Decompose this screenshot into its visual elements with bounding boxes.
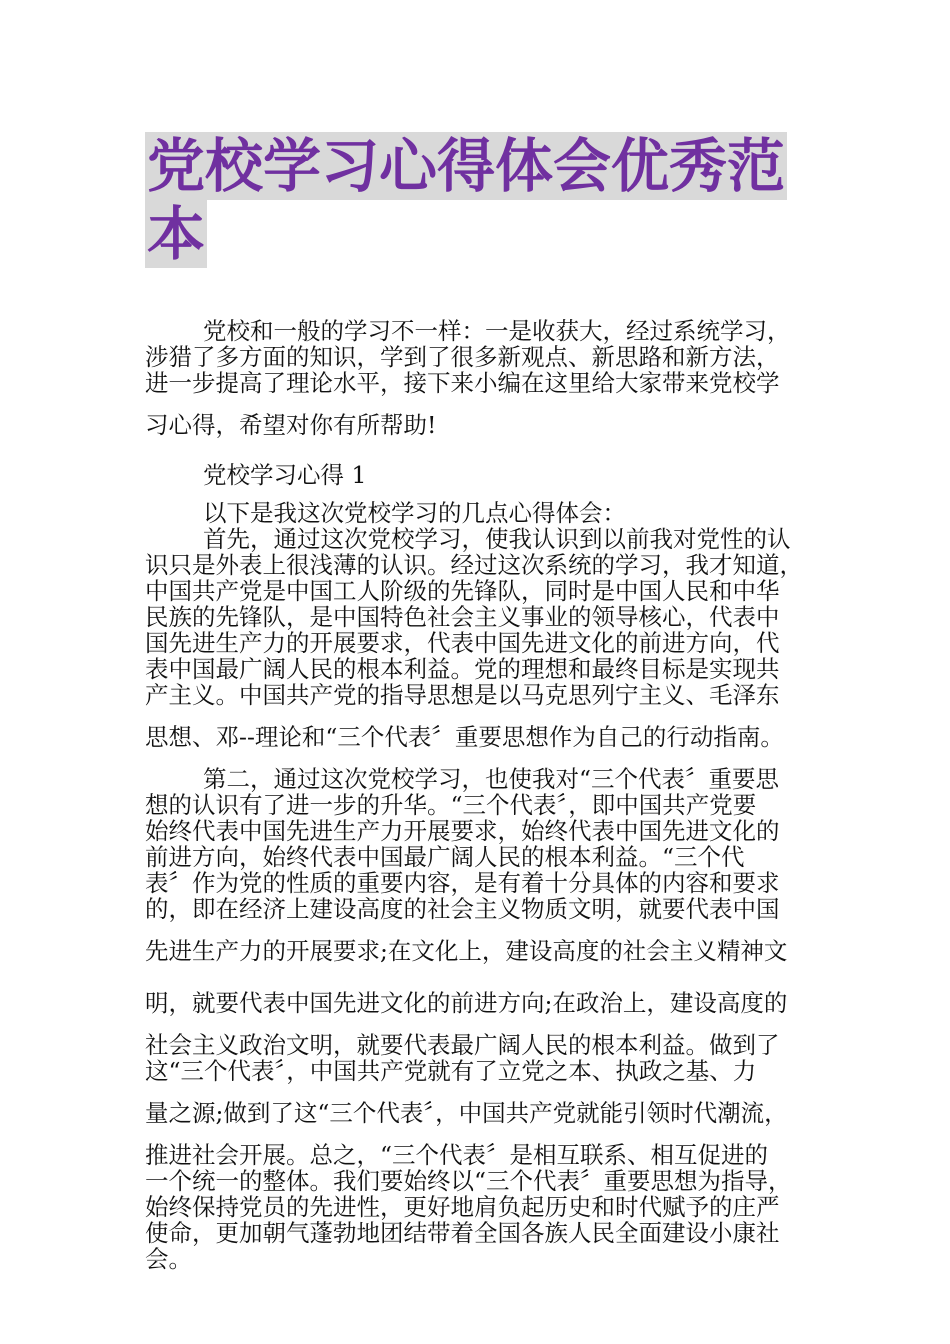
document-title [145,132,815,268]
text-line: 民族的先锋队，是中国特色社会主义事业的领导核心，代表中 [145,603,780,631]
text-line: 明，就要代表中国先进文化的前进方向;在政治上，建设高度的 [145,989,788,1017]
text-line: 始终代表中国先进生产力开展要求，始终代表中国先进文化的 [145,817,780,845]
text-line: 前进方向，始终代表中国最广阔人民的根本利益。“三个代 [145,843,745,871]
paragraph-1 [145,526,815,750]
text-line: 始终保持党员的先进性，更好地肩负起历史和时代赋予的庄严 [145,1193,780,1221]
section-intro: 以下是我这次党校学习的几点心得体会： [203,499,626,527]
title-line-2: 本 [147,200,206,268]
text-line: 涉猎了多方面的知识，学到了很多新观点、新思路和新方法， [145,343,780,371]
text-line: 一个统一的整体。我们要始终以“三个代表〞重要思想为指导， [145,1167,792,1195]
text-line: 产主义。中国共产党的指导思想是以马克思列宁主义、毛泽东 [145,681,780,709]
paragraph-2 [145,766,815,1272]
text-line: 中国共产党是中国工人阶级的先锋队，同时是中国人民和中华 [145,577,780,605]
text-line: 会。 [145,1245,192,1273]
text-line: 想的认识有了进一步的升华。“三个代表〞，即中国共产党要 [145,791,757,819]
text-line: 第二，通过这次党校学习，也使我对“三个代表〞重要思 [203,765,780,793]
text-line: 国先进生产力的开展要求，代表中国先进文化的前进方向，代 [145,629,780,657]
text-line: 推进社会开展。总之，“三个代表〞是相互联系、相互促进的 [145,1141,769,1169]
text-line: 社会主义政治文明，就要代表最广阔人民的根本利益。做到了 [145,1031,780,1059]
document-body [145,318,815,1272]
text-line: 识只是外表上很浅薄的认识。经过这次系统的学习，我才知道， [145,551,803,579]
text-line: 量之源;做到了这“三个代表〞，中国共产党就能引领时代潮流， [145,1099,788,1127]
text-line: 首先，通过这次党校学习，使我认识到以前我对党性的认 [203,525,791,553]
text-line: 习心得，希望对你有所帮助! [145,411,437,439]
text-line: 的，即在经济上建设高度的社会主义物质文明，就要代表中国 [145,895,780,923]
text-line: 思想、邓--理论和“三个代表〞重要思想作为自己的行动指南。 [145,723,784,751]
section-heading: 党校学习心得 1 [203,461,367,489]
intro-paragraph [145,318,815,438]
text-line: 这“三个代表〞，中国共产党就有了立党之本、执政之基、力 [145,1057,757,1085]
text-line: 表中国最广阔人民的根本利益。党的理想和最终目标是实现共 [145,655,780,683]
text-line: 进一步提高了理论水平，接下来小编在这里给大家带来党校学 [145,369,780,397]
text-line: 使命，更加朝气蓬勃地团结带着全国各族人民全面建设小康社 [145,1219,780,1247]
text-line: 党校和一般的学习不一样：一是收获大，经过系统学习， [203,317,791,345]
text-line: 先进生产力的开展要求;在文化上，建设高度的社会主义精神文 [145,937,788,965]
text-line: 表〞作为党的性质的重要内容，是有着十分具体的内容和要求 [145,869,780,897]
title-line-1: 党校学习心得体会优秀范 [147,132,786,200]
